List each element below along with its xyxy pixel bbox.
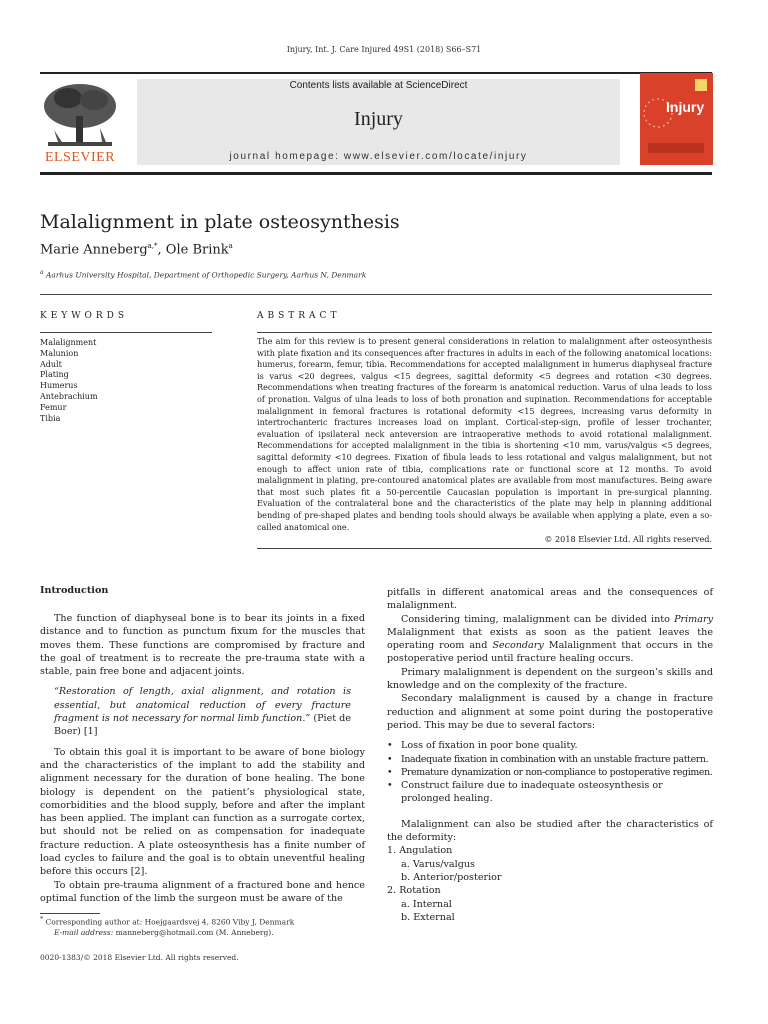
author-list bbox=[40, 242, 233, 257]
abstract-bottom-rule bbox=[257, 548, 712, 549]
affiliation-text: Aarhus University Hospital, Department of Orthopedic Surgery, Aarhus N, Denmark bbox=[43, 270, 367, 280]
affiliation bbox=[40, 269, 366, 280]
quote-text: “Restoration of length, axial alignment, and rotation is essential, but anatomical reduction of every fracture fragment is not necessary for normal limb function.” bbox=[54, 686, 351, 725]
paragraph bbox=[387, 613, 713, 666]
keywords-rule bbox=[40, 332, 212, 333]
header-top-rule bbox=[40, 72, 712, 74]
section-heading-introduction: Introduction bbox=[40, 585, 109, 596]
corresponding-author-text: Corresponding author at: Hoejgaardsvej 4, 8260 Viby J, Denmark bbox=[43, 917, 295, 927]
keyword-item: Malalignment bbox=[40, 338, 97, 347]
left-column bbox=[40, 612, 365, 905]
deformity-list bbox=[387, 844, 713, 924]
elsevier-wordmark: ELSEVIER bbox=[44, 150, 116, 165]
list-item: • Inadequate fixation in combination with an unstable fracture pattern. bbox=[387, 753, 713, 766]
list-item: a. Internal bbox=[401, 898, 452, 910]
keyword-item: Plating bbox=[40, 370, 69, 380]
author-2-marks: a bbox=[228, 242, 233, 250]
article-title: Malalignment in plate osteosynthesis bbox=[40, 211, 400, 233]
quote-attribution: (Piet de Boer) [1] bbox=[54, 713, 352, 738]
keyword-item: Tibia bbox=[40, 413, 61, 423]
elsevier-logo bbox=[40, 80, 120, 166]
paragraph: Malalignment can also be studied after the characteristics of the deformity: bbox=[387, 818, 713, 844]
author-2[interactable]: , Ole Brink bbox=[157, 242, 229, 258]
text-run: Considering timing, malalignment can be divided into bbox=[401, 613, 675, 625]
issn-copyright: 0020-1383/© 2018 Elsevier Ltd. All rights reserved. bbox=[40, 953, 239, 962]
cover-art-icon bbox=[640, 73, 713, 165]
list-item: b. External bbox=[401, 911, 455, 923]
list-item: b. Anterior/posterior bbox=[401, 871, 502, 883]
list-item: • Premature dynamization or non-compliance to postoperative regimen. bbox=[387, 766, 713, 779]
footnote bbox=[40, 915, 365, 939]
paragraph: To obtain this goal it is important to be aware of bone biology and the characteristics of the implant to add the stability and alignment necessary for the duration of bone healing. The bone biology is dependent on the patient’s physiological state, comorbidities and the blood supply, before and after the implant has been applied. The implant can function as a surrogate cortex, but should not be relied on as compensation for inadequate fracture reduction. A plate osteosynthesis has a finite number of load cycles to failure and the goal is to obtain uneventful healing before this occurs [2]. bbox=[40, 746, 365, 878]
list-item: • Construct failure due to inadequate osteosynthesis or prolonged healing. bbox=[387, 779, 713, 806]
list-item: • Loss of fixation in poor bone quality. bbox=[387, 739, 713, 752]
keywords-heading: KEYWORDS bbox=[40, 311, 129, 321]
keyword-item: Malunion bbox=[40, 348, 79, 358]
abstract-heading: ABSTRACT bbox=[257, 311, 341, 321]
email-note bbox=[40, 928, 365, 939]
email-link[interactable]: manneberg@hotmail.com (M. Anneberg). bbox=[113, 928, 274, 937]
email-label: E-mail address: bbox=[54, 928, 114, 937]
block-quote bbox=[54, 685, 351, 738]
list-item: 1. Angulation bbox=[387, 845, 453, 857]
keyword-item: Femur bbox=[40, 402, 67, 412]
title-rule bbox=[40, 294, 712, 295]
journal-name: Injury bbox=[354, 108, 403, 130]
paragraph: pitfalls in different anatomical areas and the consequences of malalignment. bbox=[387, 587, 713, 612]
text-run: Malalignment that exists as soon as the patient leaves the operating room and bbox=[387, 626, 713, 652]
journal-cover bbox=[640, 73, 713, 165]
term-secondary: Secondary bbox=[492, 640, 544, 652]
text-run: Malalignment that occurs in the postoperative period until fracture healing occurs. bbox=[387, 640, 713, 665]
term-primary: Primary bbox=[674, 613, 713, 625]
cover-title: Injury bbox=[666, 99, 705, 115]
header-bottom-rule bbox=[40, 172, 712, 175]
right-column bbox=[387, 586, 713, 924]
affiliation-mark: a bbox=[40, 269, 44, 276]
factor-bullet-list bbox=[387, 739, 713, 805]
paragraph: Primary malalignment is dependent on the surgeon’s skills and knowledge and on the complexity of the fracture. bbox=[387, 666, 713, 692]
journal-citation: Injury, Int. J. Care Injured 49S1 (2018) S66–S71 bbox=[286, 45, 482, 54]
contents-availability: Contents lists available at ScienceDirect bbox=[289, 80, 468, 91]
paragraph: The function of diaphyseal bone is to bear its joints in a fixed distance and to function as punctum fixum for the muscles that moves them. These functions are compromised by fracture and the goal of treatment is to recreate the pre-trauma state with a stable, pain free bone and adjacent joints. bbox=[40, 613, 365, 678]
keyword-item: Adult bbox=[40, 359, 62, 369]
list-item: 2. Rotation bbox=[387, 885, 441, 897]
keyword-item: Antebrachium bbox=[40, 391, 98, 401]
author-1-marks: a,* bbox=[147, 242, 158, 250]
keyword-item: Humerus bbox=[40, 381, 78, 391]
paragraph: To obtain pre-trauma alignment of a fractured bone and hence optimal function of the limb the surgeon must be aware of the bbox=[40, 879, 365, 904]
footnote-star: * bbox=[40, 916, 44, 923]
keywords-list bbox=[40, 338, 98, 424]
corresponding-author-note bbox=[40, 915, 365, 928]
paragraph: Secondary malalignment is caused by a change in fracture reduction and alignment at some point during the postoperative period. This may be due to several factors: bbox=[387, 693, 713, 731]
journal-homepage-link[interactable]: journal homepage: www.elsevier.com/locate/injury bbox=[229, 151, 528, 162]
abstract-copyright: © 2018 Elsevier Ltd. All rights reserved. bbox=[544, 534, 712, 544]
author-1[interactable]: Marie Anneberg bbox=[40, 242, 148, 258]
abstract-rule bbox=[257, 332, 712, 333]
footnote-rule bbox=[40, 913, 100, 914]
list-item: a. Varus/valgus bbox=[401, 858, 475, 870]
abstract-text: The aim for this review is to present general considerations in relation to malalignment after osteosynthesis with plate fixation and its consequences after fractures in adults in each of the following anatomical locations: humerus, forearm, femur, tibia. Recommendations for accepted malalignment in humerus diaphyseal fracture is varus <20 degrees, valgus <15 degrees, sagittal deformity <5 degrees and rotation <30 degrees. Recommendations when treating fractures of the forearm is anatomical reduction. Varus of ulna leads to loss of pronation. Valgus of ulna leads to loss of both pronation and supination. Recommendations for acceptable malalignment in femoral fractures is rotational deformity <15 degrees, increasing varus deformity in intertrochanteric fractures increases load on implant. Cortical-step-sign, profile of lesser trochanter, evaluation of ipsilateral neck anteversion are intraoperative methods to avoid rotational malalignment. Recommendations for accepted malalignment in the tibia is shortening <10 mm, varus/valgus <5 degrees, sagittal deformity <10 degrees. Fixation of fibula leads to less rotational and valgus malalignment, but not enough to affect union rate of tibia, complications rate or functional score at 12 months. To avoid malalignment in plating, pre-contoured anatomical plates are available from most manufactures. Being aware that most such plates fit a 50-percentile Caucasian population is important in pre-surgical planning. Evaluation of the contralateral bone and the characteristics of the plate may help in planning additional bending of pre-shaped plates and bending tools should always be available when applying a plate, even a so-called anatomical one. bbox=[257, 336, 712, 532]
